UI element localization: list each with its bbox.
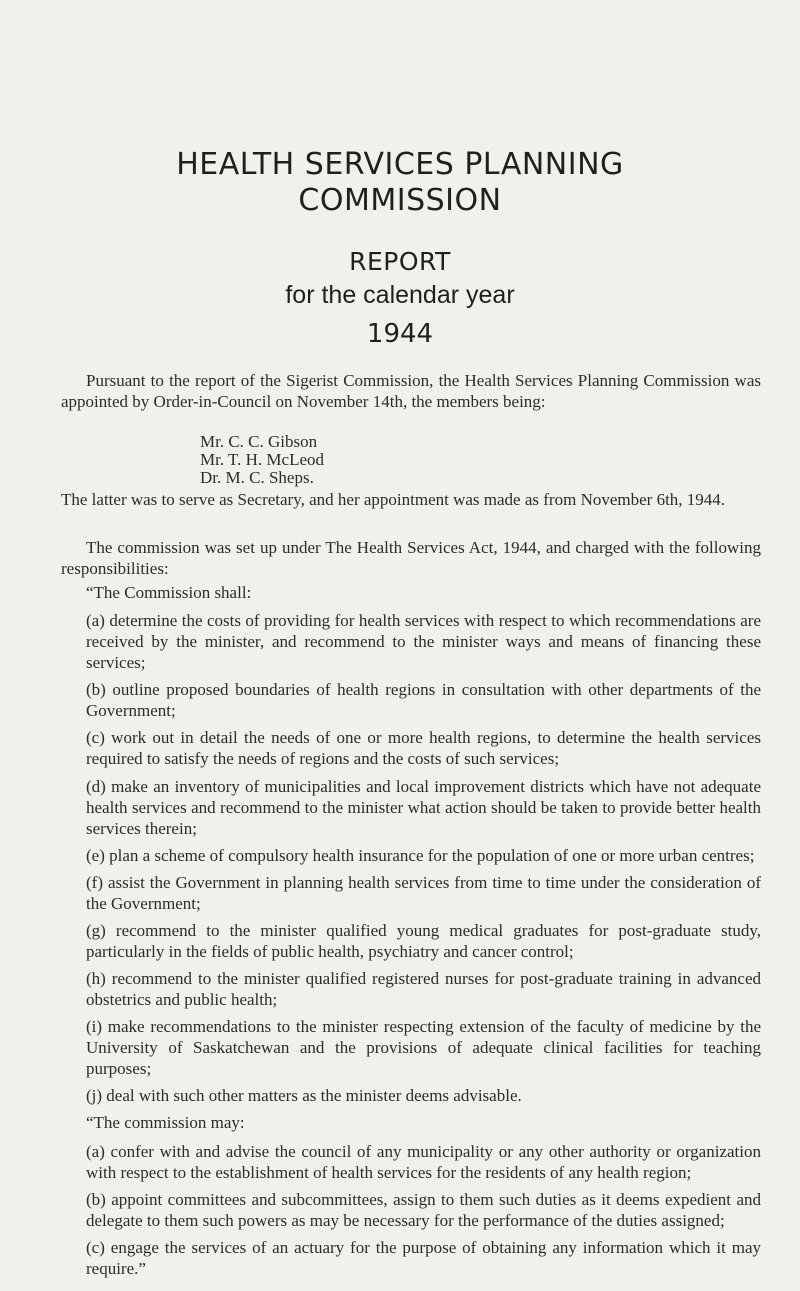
shall-item: (j) deal with such other matters as the minister deems advisable. bbox=[86, 1086, 522, 1106]
secretary-text: The latter was to serve as Secretary, and her appointment was made as from November 6th, 1944. bbox=[61, 490, 726, 509]
shall-item: (a) determine the costs of providing for health services with respect to which recommendations are received by the minister, and recommend to the minister ways and means of financing these services; bbox=[86, 611, 761, 673]
secretary-paragraph bbox=[61, 489, 761, 510]
shall-item: (b) outline proposed boundaries of health regions in consultation with other departments of the Government; bbox=[86, 680, 761, 721]
shall-item: (h) recommend to the minister qualified registered nurses for post-graduate training in advanced obstetrics and public health; bbox=[86, 969, 761, 1010]
report-year: 1944 bbox=[366, 319, 434, 349]
members-list bbox=[200, 433, 324, 487]
may-item: (b) appoint committees and subcommittees, assign to them such duties as it deems expedient and delegate to them such powers as may be necessary for the performance of the duties assigned; bbox=[86, 1189, 761, 1230]
shall-item: (f) assist the Government in planning health services from time to time under the consideration of the Government; bbox=[86, 872, 761, 913]
shall-heading-text: “The Commission shall: bbox=[86, 583, 252, 602]
report-subtitle: for the calendar year bbox=[285, 281, 515, 309]
shall-item: (d) make an inventory of municipalities and local improvement districts which have not adequate health services and recommend to the minister what action should be taken to provide better health services therein; bbox=[86, 776, 761, 838]
shall-item: (g) recommend to the minister qualified young medical graduates for post-graduate study, particularly in the fields of public health, psychiatry and cancer control; bbox=[86, 920, 761, 961]
member-item: Dr. M. C. Sheps. bbox=[200, 468, 314, 487]
shall-heading bbox=[61, 582, 761, 603]
establishment-paragraph bbox=[61, 537, 761, 579]
may-heading bbox=[61, 1112, 761, 1133]
member-item: Mr. C. C. Gibson bbox=[200, 432, 318, 451]
may-heading-text: “The commission may: bbox=[86, 1113, 245, 1133]
member-item: Mr. T. H. McLeod bbox=[200, 450, 325, 469]
may-item: (c) engage the services of an actuary for the purpose of obtaining any information which it may require.” bbox=[86, 1237, 761, 1278]
shall-item: (c) work out in detail the needs of one or more health regions, to determine the health services required to satisfy the needs of regions and the costs of such services; bbox=[86, 728, 761, 769]
may-item: (a) confer with and advise the council of any municipality or any other authority or organization with respect to the establishment of health services for the residents of any health region; bbox=[86, 1141, 761, 1182]
establishment-text: The commission was set up under The Health Services Act, 1944, and charged with the following responsibilities: bbox=[61, 538, 761, 578]
shall-item: (i) make recommendations to the minister respecting extension of the faculty of medicine by the University of Saskatchewan and the provisions of adequate clinical facilities for teaching purposes; bbox=[86, 1017, 761, 1079]
intro-text: Pursuant to the report of the Sigerist Commission, the Health Services Planning Commission was appointed by Order-in-Council on November 14th, the members being: bbox=[61, 371, 761, 411]
title-line-1: HEALTH SERVICES PLANNING bbox=[176, 147, 624, 182]
shall-item: (e) plan a scheme of compulsory health insurance for the population of one or more urban centres; bbox=[86, 845, 755, 865]
report-heading: REPORT bbox=[349, 247, 451, 276]
intro-paragraph bbox=[61, 370, 761, 412]
title-line-2: COMMISSION bbox=[298, 183, 502, 218]
